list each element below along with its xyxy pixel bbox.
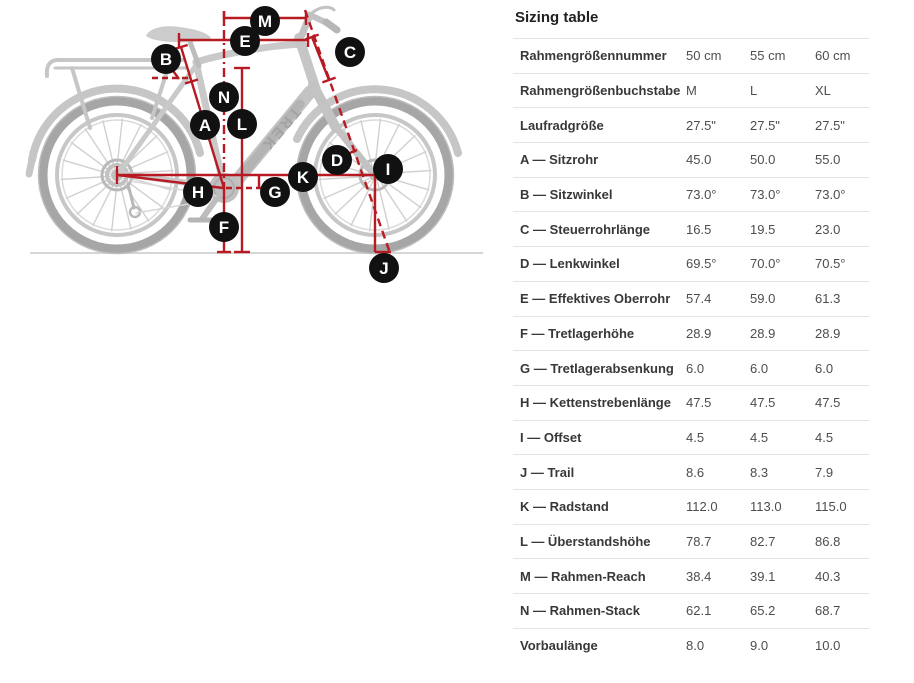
svg-text:E: E	[239, 32, 251, 51]
row-value-size-55: 70.0°	[750, 256, 781, 272]
row-value-size-55: 28.9	[750, 325, 776, 341]
sizing-table-row	[513, 143, 869, 178]
row-value-size-55: 65.2	[750, 603, 776, 619]
sizing-table-row	[513, 559, 869, 594]
diagram-marker-N	[209, 82, 239, 112]
row-value-size-50: 8.0	[686, 638, 705, 654]
row-value-size-60: 115.0	[815, 499, 847, 515]
diagram-marker-K	[288, 162, 318, 192]
row-value-size-60: 86.8	[815, 533, 841, 549]
row-label: G — Tretlagerabsenkung	[520, 360, 674, 376]
row-value-size-55: 47.5	[750, 395, 776, 411]
sizing-table-row	[513, 421, 869, 456]
row-value-size-55: 27.5"	[750, 117, 780, 133]
row-value-size-55: 73.0°	[750, 187, 781, 203]
row-value-size-60: 40.3	[815, 568, 841, 584]
sizing-table-row	[513, 594, 869, 629]
diagram-marker-G	[260, 177, 290, 207]
diagram-marker-H	[183, 177, 213, 207]
row-value-size-50: 6.0	[686, 360, 705, 376]
sizing-table-row	[513, 525, 869, 560]
row-label: J — Trail	[520, 464, 575, 480]
row-value-size-60: 28.9	[815, 325, 841, 341]
row-value-size-50: 38.4	[686, 568, 712, 584]
sizing-table-title: Sizing table	[515, 9, 599, 26]
sizing-table-row	[513, 247, 869, 282]
row-value-size-50: 45.0	[686, 152, 712, 168]
row-value-size-60: 6.0	[815, 360, 834, 376]
row-value-size-50: 57.4	[686, 291, 712, 307]
row-label: N — Rahmen-Stack	[520, 603, 640, 619]
svg-text:F: F	[218, 218, 230, 237]
svg-text:K: K	[296, 168, 310, 187]
row-label: Rahmengrößennummer	[520, 48, 667, 64]
row-value-size-50: 4.5	[686, 429, 705, 445]
row-value-size-60: 70.5°	[815, 256, 846, 272]
row-value-size-60: 60 cm	[815, 48, 851, 64]
row-value-size-55: 82.7	[750, 533, 776, 549]
sizing-table-row	[513, 351, 869, 386]
row-value-size-50: 8.6	[686, 464, 705, 480]
row-value-size-60: 47.5	[815, 395, 841, 411]
row-value-size-60: 7.9	[815, 464, 834, 480]
svg-text:D: D	[330, 151, 344, 170]
row-value-size-55: 50.0	[750, 152, 776, 168]
sizing-table-row	[513, 74, 869, 109]
svg-text:N: N	[217, 88, 231, 107]
row-value-size-60: 27.5"	[815, 117, 845, 133]
row-value-size-55: 113.0	[750, 499, 782, 515]
row-value-size-55: L	[750, 83, 758, 99]
svg-text:J: J	[379, 259, 389, 278]
sizing-table-row	[513, 317, 869, 352]
row-label: A — Sitzrohr	[520, 152, 599, 168]
diagram-marker-J	[369, 253, 399, 283]
row-label: K — Radstand	[520, 499, 609, 515]
sizing-table-row	[513, 455, 869, 490]
sizing-table-row	[513, 39, 869, 74]
row-value-size-55: 6.0	[750, 360, 769, 376]
diagram-marker-B	[151, 44, 181, 74]
row-value-size-50: 62.1	[686, 603, 712, 619]
svg-text:G: G	[268, 183, 282, 202]
row-value-size-55: 59.0	[750, 291, 776, 307]
row-value-size-50: 28.9	[686, 325, 712, 341]
sizing-table-row	[513, 178, 869, 213]
sizing-table-body	[513, 38, 869, 663]
row-value-size-60: 23.0	[815, 221, 841, 237]
diagram-marker-I	[373, 154, 403, 184]
row-label: C — Steuerrohrlänge	[520, 221, 651, 237]
row-label: F — Tretlagerhöhe	[520, 325, 635, 341]
brand-logo: TREK	[256, 103, 304, 155]
row-value-size-60: 68.7	[815, 603, 841, 619]
row-value-size-50: M	[686, 83, 697, 99]
svg-text:L: L	[236, 115, 248, 134]
row-value-size-50: 50 cm	[686, 48, 722, 64]
row-value-size-60: XL	[815, 83, 831, 99]
row-value-size-60: 4.5	[815, 429, 834, 445]
diagram-marker-F	[209, 212, 239, 242]
svg-text:M: M	[257, 12, 273, 31]
sizing-table	[513, 0, 869, 663]
diagram-marker-A	[190, 110, 220, 140]
sizing-table-row	[513, 386, 869, 421]
row-label: B — Sitzwinkel	[520, 187, 613, 203]
sizing-table-row	[513, 629, 869, 663]
diagram-marker-D	[322, 145, 352, 175]
row-value-size-50: 16.5	[686, 221, 712, 237]
row-value-size-60: 55.0	[815, 152, 841, 168]
diagram-marker-M	[250, 6, 280, 36]
row-value-size-50: 78.7	[686, 533, 712, 549]
row-value-size-55: 8.3	[750, 464, 769, 480]
row-label: L — Überstandshöhe	[520, 533, 651, 549]
row-value-size-55: 19.5	[750, 221, 776, 237]
svg-text:I: I	[385, 160, 391, 179]
sizing-table-row	[513, 282, 869, 317]
row-label: Rahmengrößenbuchstabe	[520, 83, 681, 99]
diagram-marker-C	[335, 37, 365, 67]
row-label: H — Kettenstrebenlänge	[520, 395, 671, 411]
sizing-table-row	[513, 108, 869, 143]
svg-text:C: C	[343, 43, 357, 62]
row-label: D — Lenkwinkel	[520, 256, 620, 272]
row-label: Vorbaulänge	[520, 638, 598, 654]
row-label: M — Rahmen-Reach	[520, 568, 646, 584]
row-value-size-55: 4.5	[750, 429, 769, 445]
row-value-size-50: 112.0	[686, 499, 718, 515]
sizing-table-row	[513, 490, 869, 525]
sizing-table-row	[513, 212, 869, 247]
svg-text:B: B	[159, 50, 173, 69]
svg-text:H: H	[191, 183, 205, 202]
row-label: Laufradgröße	[520, 117, 604, 133]
row-value-size-50: 73.0°	[686, 187, 717, 203]
diagram-marker-L	[227, 109, 257, 139]
row-value-size-50: 69.5°	[686, 256, 717, 272]
row-value-size-60: 73.0°	[815, 187, 846, 203]
row-value-size-55: 39.1	[750, 568, 776, 584]
row-value-size-60: 10.0	[815, 638, 841, 654]
row-label: E — Effektives Oberrohr	[520, 291, 671, 307]
row-value-size-55: 55 cm	[750, 48, 786, 64]
row-value-size-50: 27.5"	[686, 117, 716, 133]
row-value-size-50: 47.5	[686, 395, 712, 411]
row-value-size-60: 61.3	[815, 291, 841, 307]
row-value-size-55: 9.0	[750, 638, 769, 654]
row-label: I — Offset	[520, 429, 582, 445]
svg-text:A: A	[198, 116, 212, 135]
